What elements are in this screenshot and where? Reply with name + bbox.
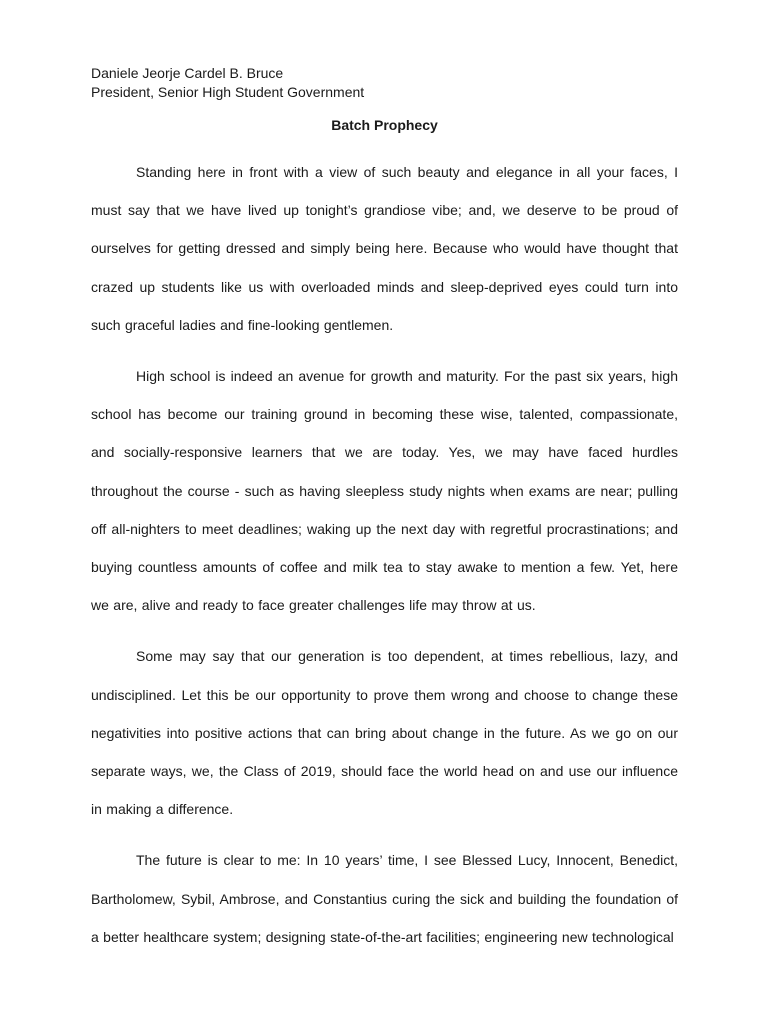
paragraph-3: Some may say that our generation is too dependent, at times rebellious, lazy, and undisciplined. Let this be our opportunity to prove them wrong and choose to change these negativities into positive actions that can bring about change in the future. As we go on our separate ways, we, the Class of 2019, should face the world head on and use our influence in making a difference. [91,648,678,818]
author-name: Daniele Jeorje Cardel B. Bruce [91,65,284,81]
document-body [91,153,678,956]
paragraph-2: High school is indeed an avenue for growth and maturity. For the past six years, high school has become our training ground in becoming these wise, talented, compassionate, and socially-responsive learners that we are today. Yes, we may have faced hurdles throughout the course - such as having sleepless study nights when exams are near; pulling off all-nighters to meet deadlines; waking up the next day with regretful procrastinations; and buying countless amounts of coffee and milk tea to stay awake to mention a few. Yet, here we are, alive and ready to face greater challenges life may throw at us. [91,368,678,614]
author-block [91,64,678,102]
author-position: President, Senior High Student Government [91,84,365,100]
document-title: Batch Prophecy [331,117,438,133]
paragraph-4: The future is clear to me: In 10 years’ time, I see Blessed Lucy, Innocent, Benedict, Bartholomew, Sybil, Ambrose, and Constantius curing the sick and building the foundation of a better healthcare system; designing state-of-the-art facilities; engineering new technological [91,852,678,945]
paragraph-1: Standing here in front with a view of such beauty and elegance in all your faces, I must say that we have lived up tonight’s grandiose vibe; and, we deserve to be proud of ourselves for getting dressed and simply being here. Because who would have thought that crazed up students like us with overloaded minds and sleep-deprived eyes could turn into such graceful ladies and fine-looking gentlemen. [91,164,678,333]
